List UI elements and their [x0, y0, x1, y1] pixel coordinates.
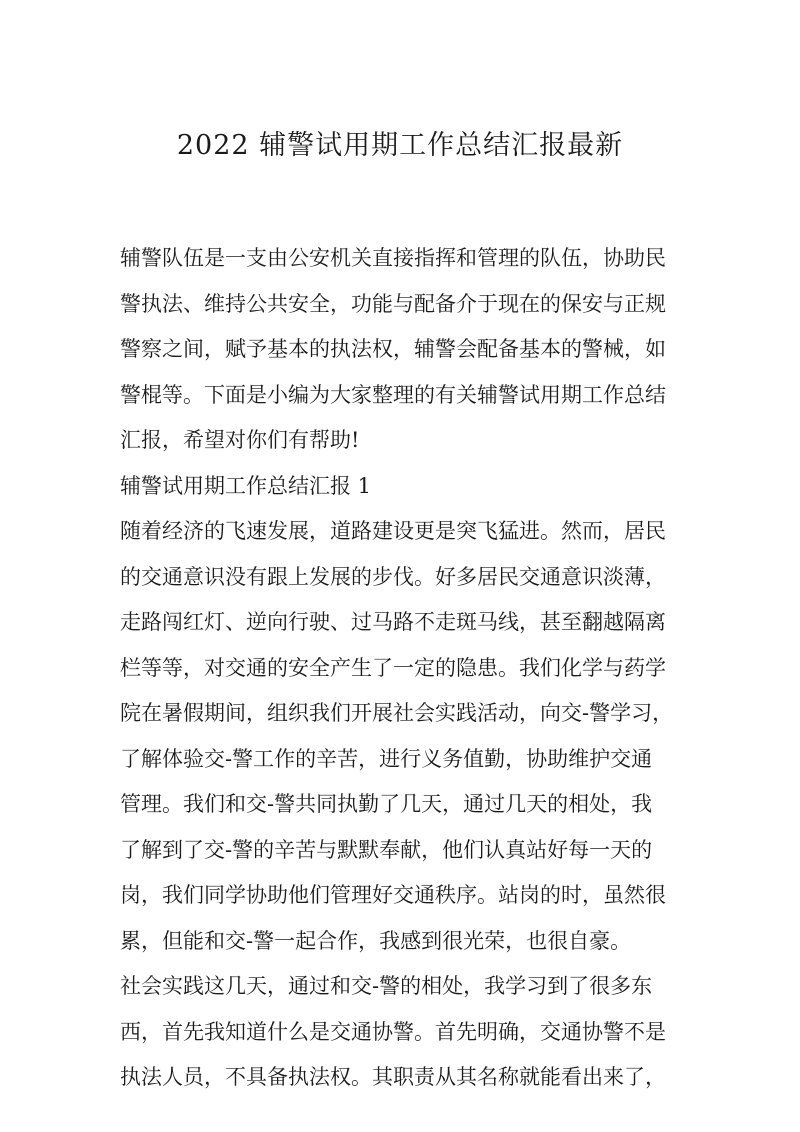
text-line: 了解到了交-警的辛苦与默默奉献，他们认真站好每一天的	[120, 837, 653, 862]
text-line: 执法人员，不具备执法权。其职责从其名称就能看出来了，	[120, 1065, 666, 1089]
text-line: 西，首先我知道什么是交通协警。首先明确，交通协警不是	[120, 1019, 666, 1044]
text-line: 警棍等。下面是小编为大家整理的有关辅警试用期工作总结	[120, 382, 666, 407]
text-line: 了解体验交-警工作的辛苦，进行义务值勤，协助维护交通	[120, 746, 653, 771]
text-line: 管理。我们和交-警共同执勤了几天，通过几天的相处，我	[120, 792, 653, 816]
text-line: 警执法、维持公共安全，功能与配备介于现在的保安与正规	[120, 291, 666, 316]
text-line: 栏等等，对交通的安全产生了一定的隐患。我们化学与药学	[120, 655, 666, 680]
text-line: 的交通意识没有跟上发展的步伐。好多居民交通意识淡薄，	[120, 564, 666, 589]
text-line: 走路闯红灯、逆向行驶、过马路不走斑马线，甚至翻越隔离	[120, 610, 666, 634]
text-line: 院在暑假期间，组织我们开展社会实践活动，向交-警学习，	[120, 701, 674, 725]
text-line: 汇报，希望对你们有帮助!	[120, 428, 360, 452]
document-body	[120, 236, 690, 1101]
text-line: 累，但能和交-警一起合作，我感到很光荣，也很自豪。	[120, 928, 632, 953]
text-line: 岗，我们同学协助他们管理好交通秩序。站岗的时，虽然很	[120, 883, 666, 907]
text-line: 随着经济的飞速发展，道路建设更是突飞猛进。然而，居民	[120, 519, 666, 543]
text-line: 警察之间，赋予基本的执法权，辅警会配备基本的警械，如	[120, 337, 666, 361]
text-line: 辅警队伍是一支由公安机关直接指挥和管理的队伍，协助民	[120, 246, 666, 270]
text-line: 社会实践这几天，通过和交-警的相处，我学习到了很多东	[120, 974, 653, 998]
document-title: 2022 辅警试用期工作总结汇报最新	[176, 130, 624, 161]
section-heading: 辅警试用期工作总结汇报 1	[120, 473, 372, 498]
